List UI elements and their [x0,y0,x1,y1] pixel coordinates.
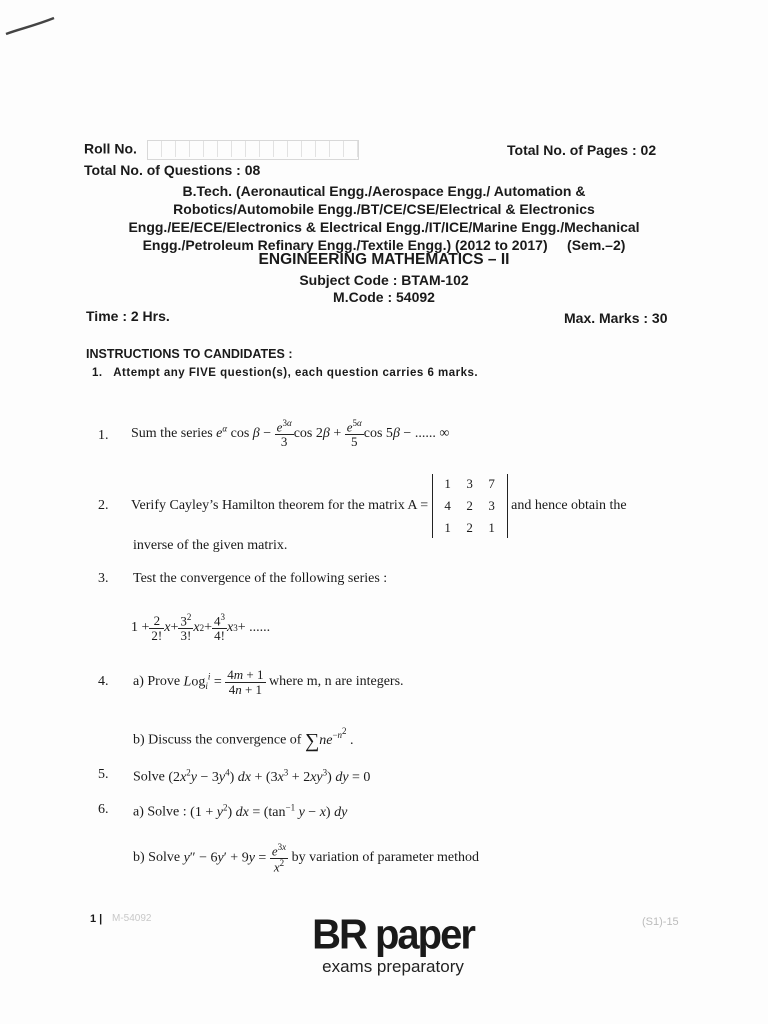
question-1: Sum the series $e^\alpha$ cos β − $\frac{e^{3\alpha}}{3}$ cos 2β + $\frac{e^{5\alpha}}{5}$ cos 5β − ...... ∞ [131,418,450,450]
sum-expression: $\sum ne^{-n^2}$ . [304,726,354,752]
course-line-1: B.Tech. (Aeronautical Engg./Aerospace Engg./ Automation & [182,183,586,199]
question-number: 4. [98,674,109,689]
ode-expression: $(1 + y^2)$ dx = ($\tan^{-1}$ y − x) dy [190,802,348,820]
series-expression: $e^\alpha$ cos β − $\frac{e^{3\alpha}}{3}$ cos 2β + $\frac{e^{5\alpha}}{5}$ cos 5β − ...... ∞ [216,418,450,450]
series-expression: 1 + $\frac{2}{2!}$ x + $\frac{3^2}{3!}$ x 2 + $\frac{4^3}{4!}$ x 3 + ...... [131,612,271,644]
question-2: Verify Cayley’s Hamilton theorem for the matrix A = 1 3 7 4 2 3 1 2 1 and hence obtain the [131,474,627,538]
course-line-3: Engg./EE/ECE/Electronics & Electrical Engg./IT/ICE/Marine Engg./Mechanical [128,219,640,235]
question-number: 3. [98,571,109,586]
total-pages: Total No. of Pages : 02 [507,142,657,158]
mcode: M.Code : 54092 [333,289,435,305]
log-expression: Log$_i^i$ = $\frac{4m + 1}{4n + 1}$ [183,666,264,697]
question-number: 1. [98,428,109,443]
subject-code: Subject Code : BTAM-102 [299,272,469,288]
pen-mark [4,14,56,38]
matrix: 1 3 7 4 2 3 1 2 1 [432,474,508,538]
question-number: 6. [98,802,109,817]
footer-mcode: M-54092 [112,913,152,924]
ode-expression: y″ − 6y′ + 9y = $\frac{e^{3x}}{x^2}$ [183,841,287,874]
roll-number-boxes [147,140,359,160]
time: Time : 2 Hrs. [86,308,170,324]
question-2-line2: inverse of the given matrix. [133,538,288,553]
instruction-item-1: 1. Attempt any FIVE question(s), each question carries 6 marks. [92,367,479,379]
ode-expression: $(2x^2y - 3y^4)$ dx + $(3x^3 + 2xy^3)$ dy = 0 [168,767,371,785]
question-6a: a) Solve : $(1 + y^2)$ dx = ($\tan^{-1}$ y − x) dy [133,802,348,820]
subject-title: ENGINEERING MATHEMATICS – II [258,251,510,268]
question-6b: b) Solve y″ − 6y′ + 9y = $\frac{e^{3x}}{x^2}$ by variation of parameter method [133,841,479,874]
total-questions: Total No. of Questions : 08 [84,162,261,178]
roll-label: Roll No. [84,140,137,157]
question-4b: b) Discuss the convergence of $\sum ne^{-n^2}$ . [133,726,354,752]
course-block [84,182,684,254]
question-number: 2. [98,498,109,513]
footer-code: (S1)-15 [642,916,679,928]
roll-number-field [84,140,359,160]
brand-tagline: exams preparatory [322,957,464,976]
brand-logo: BR paper [312,911,474,959]
question-number: 5. [98,767,109,782]
instructions-title: INSTRUCTIONS TO CANDIDATES : [86,347,293,361]
course-line-2: Robotics/Automobile Engg./BT/CE/CSE/Electrical & Electronics [173,201,595,217]
course-line-4: Engg./Petroleum Refinary Engg./Textile Engg.) (2012 to 2017) (Sem.–2) [142,237,626,253]
question-4a: a) Prove Log$_i^i$ = $\frac{4m + 1}{4n + 1}$ where m, n are integers. [133,666,404,697]
question-3: Test the convergence of the following series : [133,571,388,586]
page-number: 1 | [90,913,103,925]
max-marks: Max. Marks : 30 [564,310,668,326]
question-5: Solve $(2x^2y - 3y^4)$ dx + $(3x^3 + 2xy^3)$ dy = 0 [133,767,371,785]
